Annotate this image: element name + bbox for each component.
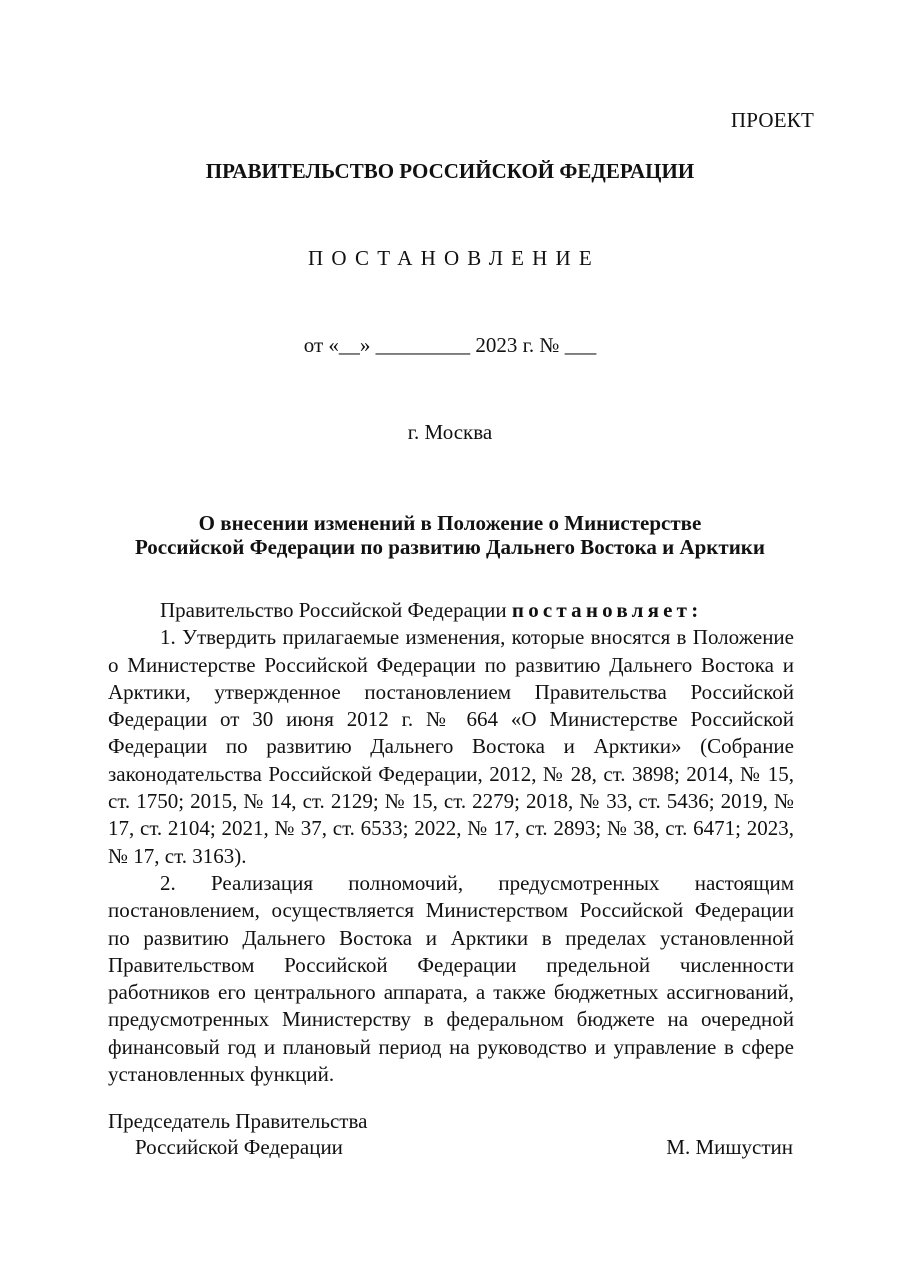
paragraph-2: 2. Реализация полномочий, предусмотренных настоящим постановлением, осуществляется Министерством Российской Федерации по развитию Дальнего Востока и Арктики в пределах установленной Правительством Российской Федерации предельной численности работников его центрального аппарата, а также бюджетных ассигнований, предусмотренных Министерству в федеральном бюджете на очередной финансовый год и плановый период на руководство и управление в сфере установленных функций. xyxy=(108,870,794,1087)
date-number-line: от «__» _________ 2023 г. № ___ xyxy=(303,333,597,357)
position-line-1: Председатель Правительства xyxy=(108,1109,368,1133)
signatory-position xyxy=(108,1108,367,1160)
position-line-2: Российской Федерации xyxy=(135,1135,343,1159)
document-title xyxy=(0,511,900,559)
signatory-name: М. Мишустин xyxy=(666,1135,793,1159)
intro-text: Правительство Российской Федерации xyxy=(160,598,512,622)
document-type: ПОСТАНОВЛЕНИЕ xyxy=(308,246,600,270)
government-heading: ПРАВИТЕЛЬСТВО РОССИЙСКОЙ ФЕДЕРАЦИИ xyxy=(205,159,695,183)
city-line: г. Москва xyxy=(407,420,493,444)
title-line-1: О внесении изменений в Положение о Министерстве xyxy=(198,511,702,535)
paragraph-1: 1. Утвердить прилагаемые изменения, которые вносятся в Положение о Министерстве Российской Федерации по развитию Дальнего Востока и Арктики, утвержденное постановлением Правительства Российской Федерации от 30 июня 2012 г. № 664 «О Министерстве Российской Федерации по развитию Дальнего Востока и Арктики» (Собрание законодательства Российской Федерации, 2012, № 28, ст. 3898; 2014, № 15, ст. 1750; 2015, № 14, ст. 2129; № 15, ст. 2279; 2018, № 33, ст. 5436; 2019, № 17, ст. 2104; 2021, № 37, ст. 6533; 2022, № 17, ст. 2893; № 38, ст. 6471; 2023, № 17, ст. 3163). xyxy=(108,625,794,868)
draft-stamp: ПРОЕКТ xyxy=(730,108,814,132)
title-line-2: Российской Федерации по развитию Дальнего Востока и Арктики xyxy=(134,535,766,559)
resolve-word: постановляет: xyxy=(511,598,703,622)
document-body xyxy=(108,597,794,1088)
resolution-intro xyxy=(108,597,794,624)
